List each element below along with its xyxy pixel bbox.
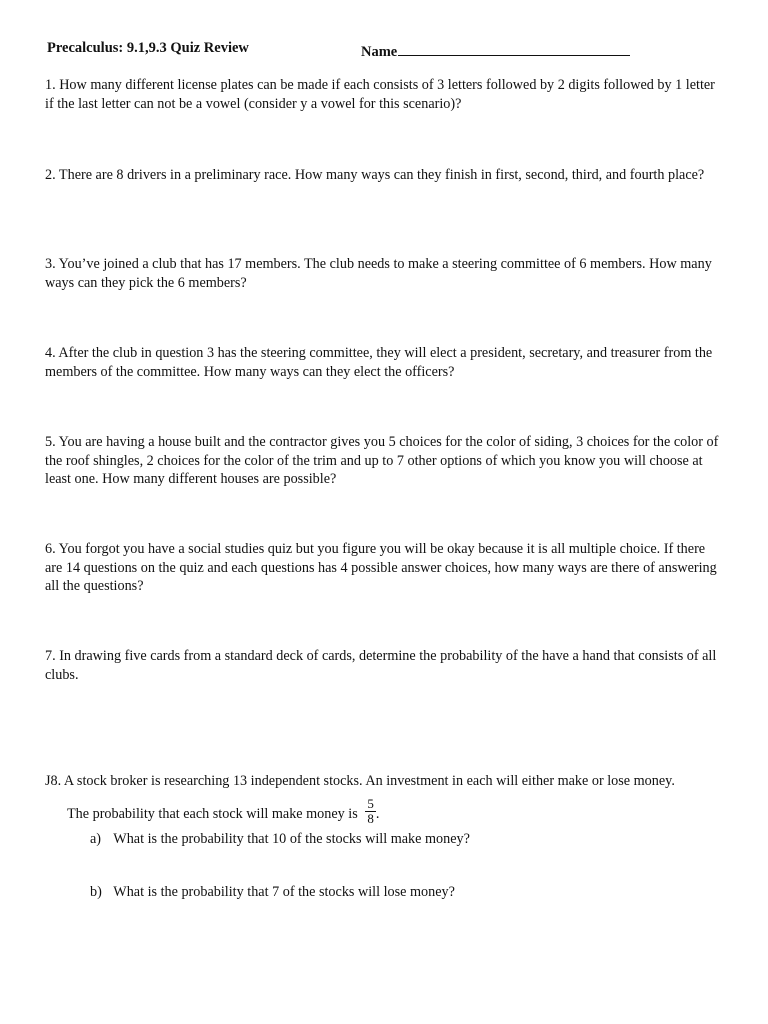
name-field <box>361 40 630 61</box>
worksheet-header <box>47 40 398 60</box>
question-6: 6. You forgot you have a social studies quiz but you figure you will be okay because it is all multiple choice. If there are 14 questions on the quiz and each questions has 4 possible answer choices, how many ways are there of answering all the questions? <box>45 541 717 594</box>
question-8-probability-line <box>67 796 380 829</box>
question-4: 4. After the club in question 3 has the steering committee, they will elect a president, secretary, and treasurer from the members of the committee. How many ways can they elect the officers? <box>45 345 713 380</box>
question-7: 7. In drawing five cards from a standard deck of cards, determine the probability of the have a hand that consists of all clubs. <box>45 648 717 683</box>
question-8-probability-text: The probability that each stock will make money is <box>67 805 358 822</box>
part-a-letter: a) <box>90 831 102 847</box>
worksheet-title: Precalculus: 9.1,9.3 Quiz Review <box>47 40 249 56</box>
name-blank-line <box>398 40 630 56</box>
question-8-part-b <box>90 884 455 901</box>
question-2: 2. There are 8 drivers in a preliminary race. How many ways can they finish in first, second, third, and fourth place? <box>45 167 705 183</box>
name-label: Name <box>361 44 398 60</box>
part-b-text: What is the probability that 7 of the stocks will lose money? <box>113 884 455 900</box>
question-8: J8. A stock broker is researching 13 independent stocks. An investment in each will either make or lose money. <box>45 773 675 789</box>
part-b-letter: b) <box>90 884 102 900</box>
question-8-part-a <box>90 831 470 848</box>
question-5: 5. You are having a house built and the contractor gives you 5 choices for the color of siding, 3 choices for the color of the roof shingles, 2 choices for the color of the trim and up to 7 other options of which you know you will choose at least one. How many different houses are possible? <box>45 434 719 487</box>
question-3: 3. You’ve joined a club that has 17 members. The club needs to make a steering committee of 6 members. How many ways can they pick the 6 members? <box>45 256 712 291</box>
fraction-five-eighths <box>365 797 376 826</box>
question-8-period: . <box>375 805 380 822</box>
question-1: 1. How many different license plates can be made if each consists of 3 letters followed by 2 digits followed by 1 letter if the last letter can not be a vowel (consider y a vowel for this scenario)? <box>45 77 715 112</box>
fraction-numerator: 5 <box>367 796 374 811</box>
fraction-denominator: 8 <box>367 811 374 826</box>
part-a-text: What is the probability that 10 of the stocks will make money? <box>113 831 470 847</box>
